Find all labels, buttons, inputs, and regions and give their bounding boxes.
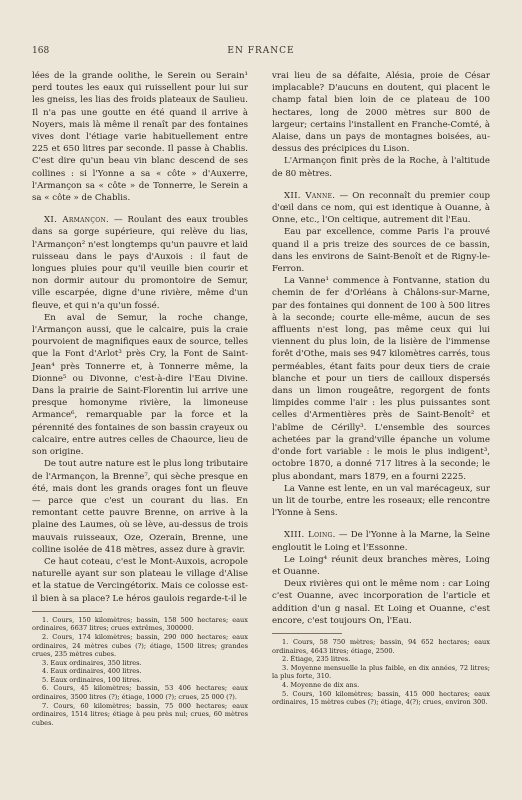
section-text: — De l'Yonne à la Marne, la Seine engloutit le Loing et l'Essonne. [272,530,490,553]
paragraph: Eau par excellence, comme Paris l'a prouvé quand il a pris treize des sources de ce bassin, dans les environs de Saint-Benoît et de Rigny-le-Ferron. [272,227,490,275]
footnote: 1. Cours, 150 kilomètres; bassin, 158 500 hectares; eaux ordinaires, 6637 litres; crues extrêmes, 300000. [32,615,248,633]
page-header [32,46,490,60]
footnote: 1. Cours, 58 750 mètres; bassin, 94 652 hectares; eaux ordinaires, 4643 litres; étiage, 2500. [272,637,490,655]
paragraph: Ce haut coteau, c'est le Mont-Auxois, acropole naturelle ayant sur son plateau le village d'Alise et la statue de Vercingétorix. Mais ce colosse est-il bien à sa place? Le héros gaulois regarde-t-il le [32,556,248,604]
left-column [32,70,248,727]
section-title: XIII. Loing. [284,530,336,541]
footnote: 6. Cours, 45 kilomètres; bassin, 53 406 hectares; eaux ordinaires, 3500 litres (?); étiage, 1000 (?); crues, 25 000 (?). [32,684,248,702]
right-column [272,70,490,707]
section-title: XII. Vanne. [284,190,336,201]
footnote: 7. Cours, 60 kilomètres; bassin, 75 000 hectares; eaux ordinaires, 1514 litres; étiage à peu près nul; crues, 60 mètres cubes. [32,701,248,727]
footnote: 2. Cours, 174 kilomètres; bassin, 290 000 hectares; eaux ordinaires, 24 mètres cubes (?); étiage, 1500 litres; grandes crues, 235 mètres cubes. [32,632,248,659]
section-title: XI. Armançon. [44,215,110,226]
section-text: — On reconnaît du premier coup d'œil dans ce nom, qui est identique à Ouanne, à Onne, etc., l'On celtique, autrement dit l'Eau. [272,190,490,226]
footnotes [272,638,490,707]
footnote: 4. Eaux ordinaires, 400 litres. [42,667,142,676]
paragraph: La Vanne¹ commence à Fontvanne, station du chemin de fer d'Orléans à Châlons-sur-Marne, par des fontaines qui donnent de 100 à 500 litres à la seconde; courte elle-même, aucun de ses affluents n'est long, pas même ceux qui lui viennent du plus loin, de la lisière de l'immense forêt d'Othe, mais ses 947 kilomètres carrés, tous perméables, étant faits pour deux tiers de craie blanche et pour un tiers de cailloux dispersés dans un limon rougeâtre, regorgent de fonts limpides comme l'air : les plus puissantes sont celles d'Armentières près de Saint-Benoît² et l'abîme de Cérilly³. L'ensemble des sources achetées par la grand'ville épanche un volume d'onde fort variable : le mois le plus indigent³, octobre 1870, a donné 717 litres à la seconde; le plus abondant, mars 1879, en a fourni 2225. [272,276,490,482]
paragraph: La Vanne est lente, en un val marécageux, sur un lit de tourbe, entre les roseaux; elle rencontre l'Yonne à Sens. [272,483,490,519]
footnote: 5. Eaux ordinaires, 100 litres. [42,675,142,684]
section-armancon [32,214,248,312]
section-text: — Roulant des eaux troubles dans sa gorge supérieure, qui relève du lias, l'Armançon² n'est longtemps qu'un pauvre et laid ruisseau dans le pays d'Auxois : il faut de longues pluies pour qu'il veuille bien courir et non dormir autour du promontoire de Semur, ville escarpée, digne d'une rivière, même d'un fleuve, et qui n'a qu'un fossé. [32,215,248,311]
paragraph: De tout autre nature est le plus long tributaire de l'Armançon, la Brenne⁷, qui sèche presque en été, mais dont les grands orages font un fleuve — parce que c'est un courant du lias. En remontant cette pauvre Brenne, on arrive à la plaine des Laumes, où se lève, au-dessus de trois mauvais ruisseaux, Oze, Ozerain, Brenne, une colline isolée de 418 mètres, assez dure à gravir. [32,459,248,555]
paragraph: En aval de Semur, la roche change, l'Armançon aussi, que le calcaire, puis la craie pourvoient de magnifiques eaux de source, telles que la Font d'Arlot³ près Cry, la Font de Saint-Jean⁴ près Tonnerre et, à Tonnerre même, la Dionne⁵ ou Divonne, c'est-à-dire l'Eau Divine. Dans la prairie de Saint-Florentin lui arrive une presque homonyme rivière, la limoneuse Armance⁶, remarquable par la force et la pérennité des fontaines de son bassin crayeux ou calcaire, entre autres celles de Chaource, lieu de son origine. [32,312,248,458]
paragraph: vrai lieu de sa défaite, Alésia, proie de César implacable? D'aucuns en doutent, qui placent le champ fatal bien loin de ce plateau de 100 hectares, long de 2000 mètres sur 800 de largeur; certains l'installent en Franche-Comté, à Alaise, dans un pays de montagnes boisées, au-dessus des précipices du Lison. [272,71,490,155]
page-number: 168 [32,46,50,56]
footnote: 4. Moyenne de dix ans. [282,680,360,689]
footnote: 2. Étiage, 235 litres. [282,655,351,664]
paragraph: lées de la grande oolithe, le Serein ou Serain¹ perd toutes les eaux qui ruissellent pour lui sur les gneiss, les lias des froids plateaux de Saulieu. Il n'a pas une goutte en été quand il arrive à Noyers, mais là même il renaît par des fontaines vives dont l'étiage varie habituellement entre 225 et 650 litres par seconde. Il passe à Chablis. C'est dire qu'un beau vin blanc descend de ses collines : si l'Yonne a sa « côte » d'Auxerre, l'Armançon sa « côte » de Tonnerre, le Serein a sa « côte » de Chablis. [32,71,248,204]
paragraph: Deux rivières qui ont le même nom : car Loing c'est Ouanne, avec incorporation de l'article et addition d'un g nasal. Et Loing et Ouanne, c'est encore, c'est toujours On, l'Eau. [272,579,490,626]
paragraph: Le Loing⁴ réunit deux branches mères, Loing et Ouanne. [272,554,490,577]
footnote-separator [272,633,342,634]
running-head: EN FRANCE [227,46,295,56]
footnote: 3. Eaux ordinaires, 350 litres. [42,658,142,667]
footnote: 3. Moyenne mensuelle la plus faible, en dix années, 72 litres; la plus forte, 310. [272,663,490,681]
footnote: 5. Cours, 160 kilomètres; bassin, 415 000 hectares; eaux ordinaires, 15 mètres cubes (?); étiage, 4(?); crues, environ 300. [272,689,490,707]
section-loing [272,529,490,553]
section-vanne [272,190,490,227]
paragraph: L'Armançon finit près de la Roche, à l'altitude de 80 mètres. [272,156,490,179]
footnote-separator [32,611,102,612]
footnotes [32,616,248,728]
